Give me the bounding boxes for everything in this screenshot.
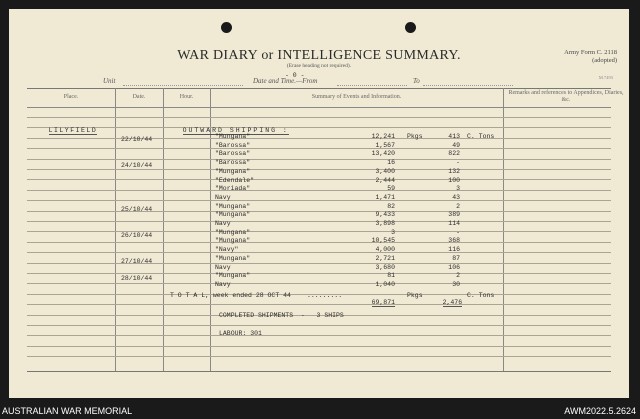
ship-name: Navy [215, 280, 231, 288]
ship-name: "Moriada" [215, 185, 251, 193]
ship-name: "Edendale" [215, 176, 255, 184]
package-count: 12,241 [371, 133, 395, 140]
labour-count: LABOUR: 301 [219, 330, 262, 337]
package-count: 82 [387, 202, 395, 210]
package-count: 2,721 [375, 254, 395, 262]
form-code: M.7493 [598, 75, 613, 80]
entry-date: 22/10/44 [121, 136, 153, 143]
form-title: WAR DIARY or INTELLIGENCE SUMMARY. [177, 48, 461, 63]
ship-name: "Mungana" [215, 272, 251, 280]
tonnage: 2 [456, 272, 460, 280]
footer-institution: AUSTRALIAN WAR MEMORIAL [2, 406, 133, 416]
ruled-line [27, 117, 611, 118]
ruled-line [27, 325, 611, 326]
ruled-line [27, 221, 611, 222]
tonnage: 132 [448, 167, 460, 175]
ruled-line [27, 356, 611, 357]
package-count: 3 [391, 228, 395, 236]
total-tons [427, 292, 463, 313]
ruled-line [27, 335, 611, 336]
tonnage: 49 [452, 141, 460, 149]
ship-name: Navy [215, 193, 231, 201]
to-label: To [413, 77, 420, 85]
entry-date: 28/10/44 [121, 275, 153, 283]
ship-name: "Navy" [215, 246, 239, 254]
ruled-line [27, 159, 611, 160]
tonnage: 2 [456, 202, 460, 210]
ruled-line [27, 200, 611, 201]
tonnage-unit: C. Tons [467, 133, 495, 140]
package-count: 81 [387, 272, 395, 280]
ship-name: "Mungana" [215, 167, 251, 175]
col-header-date: Date. [132, 94, 146, 100]
entry-date: 25/10/44 [121, 205, 153, 213]
completed-shipments: COMPLETED SHIPMENTS - 3 SHIPS [219, 312, 344, 319]
package-count: 16 [387, 159, 395, 167]
ship-name: Navy [215, 220, 231, 227]
package-unit: Pkgs [407, 133, 423, 140]
form-subtitle: (Erase heading not required). [286, 63, 352, 69]
tonnage: 822 [448, 150, 460, 158]
army-form-note: (adopted) [592, 57, 617, 64]
package-count: 3,400 [375, 167, 395, 175]
ruled-line [27, 190, 611, 191]
col-header-place: Place. [63, 94, 79, 100]
unit-label: Unit [103, 77, 116, 85]
place-lilyfield-text: LILYFIELD [48, 127, 98, 134]
entry-date: 26/10/44 [121, 231, 153, 239]
ruled-line [27, 211, 611, 212]
package-count: 3,898 [375, 220, 395, 227]
total-pkgs-unit: Pkgs [407, 292, 423, 299]
unit-line [35, 72, 611, 87]
package-count: 13,420 [371, 150, 395, 158]
army-form-number [527, 49, 617, 65]
ship-name: "Mungana" [215, 202, 251, 210]
package-count: 3,680 [375, 263, 395, 271]
total-dots: ......... [307, 292, 343, 299]
col-header-hour: Hour. [179, 94, 194, 100]
ship-name: "Barossa" [215, 141, 251, 149]
ship-name: "Mungana" [215, 228, 251, 236]
army-form-label: Army Form C. 2118 [564, 49, 617, 56]
col-header-remarks: Remarks and references to Appendices, Diaries, &c. [508, 90, 624, 103]
total-pkgs-value: 69,871 [371, 299, 395, 306]
col-line-2 [163, 88, 164, 372]
ruled-line [27, 179, 611, 180]
total-label: T O T A L, week ended 28 OCT 44 [170, 292, 291, 299]
tonnage: 100 [448, 176, 460, 184]
tonnage: 368 [448, 237, 460, 245]
tonnage: - [456, 159, 460, 167]
tonnage: 106 [448, 263, 460, 271]
package-count: 1,567 [375, 141, 395, 149]
ship-name: "Barossa" [215, 150, 251, 158]
package-count: 9,433 [375, 211, 395, 219]
ship-name: "Mungana" [215, 211, 251, 219]
place-lilyfield [33, 120, 97, 141]
ruled-line [27, 169, 611, 170]
ruled-line [27, 127, 611, 128]
entry-date: 24/10/44 [121, 162, 153, 170]
col-line-1 [115, 88, 116, 372]
ruled-line [27, 148, 611, 149]
ship-name: "Barossa" [215, 159, 251, 167]
ship-name: Navy [215, 263, 231, 271]
ruled-line [27, 242, 611, 243]
punch-hole-right [405, 22, 416, 33]
total-pkgs [353, 292, 395, 313]
ruled-line [27, 252, 611, 253]
ruled-line [27, 138, 611, 139]
package-count: 1,471 [375, 193, 395, 201]
package-count: 10,545 [371, 237, 395, 245]
total-tons-value: 2,476 [442, 299, 463, 306]
ruled-line [27, 283, 611, 284]
ruled-line [27, 231, 611, 232]
package-count: 59 [387, 185, 395, 193]
ruled-line [27, 273, 611, 274]
ship-name: "Mungana" [215, 133, 251, 140]
tonnage: 43 [452, 193, 460, 201]
package-count: 2,444 [375, 176, 395, 184]
from-dotted-line [337, 85, 407, 86]
date-mark: - 0 - [285, 72, 305, 79]
date-time-label: Date and Time.—From [253, 77, 318, 85]
to-dotted-line [423, 85, 513, 86]
package-count: 4,000 [375, 246, 395, 254]
col-header-summary: Summary of Events and Information. [311, 94, 402, 100]
diary-page [9, 9, 629, 398]
tonnage: 3 [456, 185, 460, 193]
ruled-line [27, 304, 611, 305]
tonnage: 30 [452, 280, 460, 288]
ship-name: "Mungana" [215, 237, 251, 245]
tonnage: - [456, 228, 460, 236]
ruled-line [27, 263, 611, 264]
ship-name: "Mungana" [215, 254, 251, 262]
tonnage: 413 [448, 133, 460, 140]
tonnage: 389 [448, 211, 460, 219]
footer-accession-number: AWM2022.5.2624 [564, 406, 636, 416]
col-line-4 [503, 88, 504, 372]
tonnage: 87 [452, 254, 460, 262]
outward-shipping-text: OUTWARD SHIPPING : [182, 127, 289, 134]
package-count: 1,040 [375, 280, 395, 288]
tonnage: 116 [448, 246, 460, 254]
unit-dotted-line [123, 85, 243, 86]
table-bottom-rule [27, 371, 611, 372]
tonnage: 114 [448, 220, 460, 227]
total-tons-unit: C. Tons [467, 292, 495, 299]
ruled-line [27, 346, 611, 347]
punch-hole-left [221, 22, 232, 33]
entry-date: 27/10/44 [121, 257, 153, 265]
